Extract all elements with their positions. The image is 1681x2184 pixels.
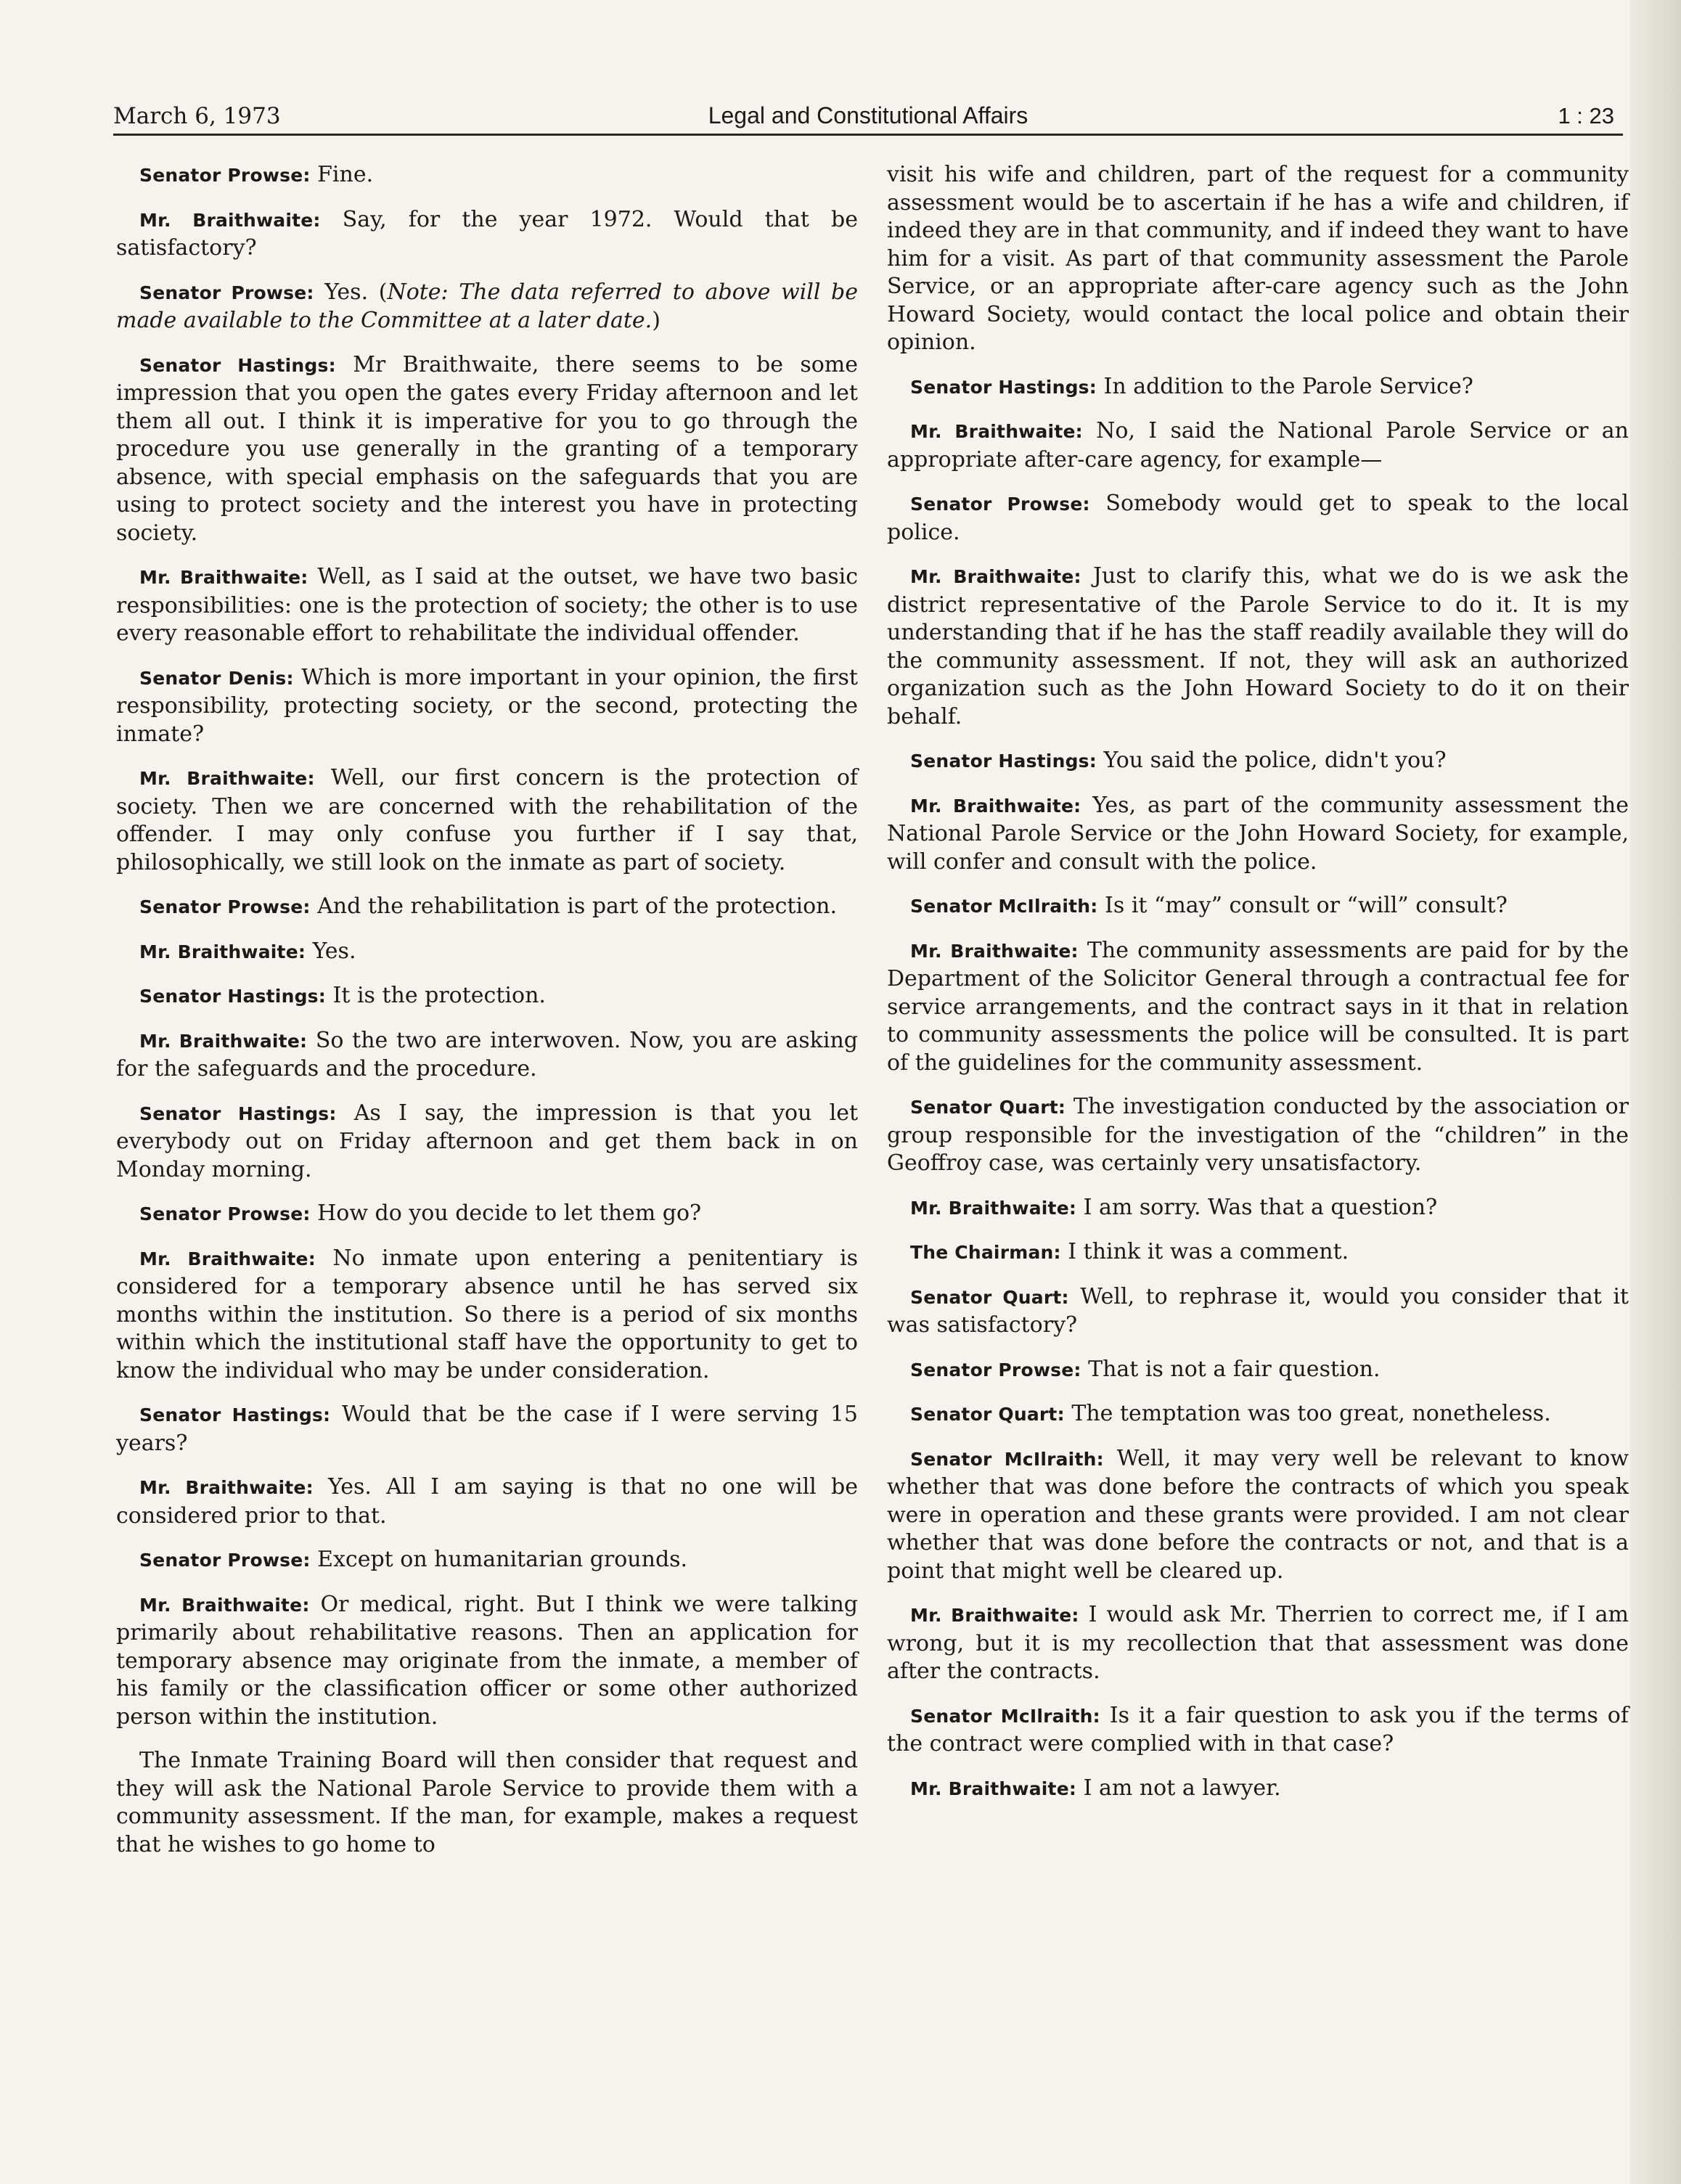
transcript-paragraph <box>116 1546 858 1575</box>
speech-text: Would that be the case if I were serving 15 years? <box>116 1402 859 1456</box>
speech-text: Well, as I said at the outset, we have two basic responsibilities: one is the protection of society; the other is to use every reasonable effort to rehabilitate the individual offender. <box>116 564 858 646</box>
speaker-name: Senator McIlraith: <box>910 1705 1100 1727</box>
transcript-paragraph <box>887 1445 1629 1586</box>
speech-text: The temptation was too great, nonetheless. <box>1071 1401 1551 1426</box>
transcript-paragraph <box>116 351 858 548</box>
speech-text: Which is more important in your opinion, the first responsibility, protecting society, or the second, protecting the inmate? <box>116 664 858 747</box>
transcript-paragraph <box>887 1356 1629 1385</box>
right-column <box>887 161 1629 1819</box>
transcript-paragraph <box>116 1473 858 1530</box>
speech-text-tail: ) <box>652 308 660 333</box>
header-date: March 6, 1973 <box>113 103 281 129</box>
transcript-paragraph <box>116 893 858 922</box>
transcript-paragraph <box>116 938 858 967</box>
transcript-paragraph <box>887 1194 1629 1223</box>
speaker-name: Senator Hastings: <box>910 376 1097 398</box>
speech-text: It is the protection. <box>332 983 546 1008</box>
speech-text: Well, to rephrase it, would you consider that it was satisfactory? <box>887 1283 1629 1338</box>
speech-text: Yes. All I am saying is that no one will be considered prior to that. <box>116 1474 858 1529</box>
speaker-name: Senator Prowse: <box>910 494 1090 515</box>
speech-text: So the two are interwoven. Now, you are asking for the safeguards and the procedure. <box>116 1027 858 1081</box>
speaker-name: Senator Hastings: <box>139 354 336 376</box>
speaker-name: Mr. Braithwaite: <box>139 567 308 588</box>
transcript-paragraph <box>116 664 858 749</box>
speaker-name: Mr. Braithwaite: <box>139 941 306 962</box>
speech-text: And the rehabilitation is part of the protection. <box>317 893 837 919</box>
transcript-paragraph <box>887 1601 1629 1686</box>
speech-text: Yes. ( <box>324 279 388 305</box>
speaker-name: Mr. Braithwaite: <box>139 1477 314 1498</box>
header-page-number: 1 : 23 <box>1558 103 1614 128</box>
speaker-name: Senator Hastings: <box>139 986 326 1007</box>
speech-text: I think it was a comment. <box>1068 1239 1349 1264</box>
speech-text: No inmate upon entering a penitentiary is considered for a temporary absence until he has served six months within the institution. So there is a period of six months within which the institutional staff have the opportunity to get to know the individual who may be under consideration. <box>116 1245 859 1383</box>
speech-text: Well, it may very well be relevant to know whether that was done before the contracts of which you speak were in operation and these grants were provided. I am not clear whether that was done before the contracts or not, and that is a point that might well be cleared up. <box>887 1445 1629 1584</box>
speaker-name: The Chairman: <box>910 1242 1061 1263</box>
transcript-paragraph <box>116 279 858 335</box>
speech-text: The investigation conducted by the association or group responsible for the investigation of the “children” in the Geoffroy case, was certainly very unsatisfactory. <box>887 1094 1629 1176</box>
speaker-name: Senator Prowse: <box>139 282 314 303</box>
speaker-name: Senator Prowse: <box>139 165 311 186</box>
speaker-name: Senator Hastings: <box>139 1404 331 1426</box>
transcript-paragraph <box>887 490 1629 547</box>
speech-text: Or medical, right. But I think we were talking primarily about rehabilitative reasons. Then an application for temporary absence may originate from the inmate, a member of his family or the classification officer or some other authorized person within the institution. <box>116 1591 858 1730</box>
speech-text: Mr Braithwaite, there seems to be some impression that you open the gates every Friday afternoon and let them all out. I think it is imperative for you to go through the procedure you use generally in the granting of a temporary absence, with special emphasis on the safeguards that you are using to protect society and the interest you have in protecting society. <box>116 351 859 546</box>
header-title: Legal and Constitutional Affairs <box>708 102 1028 128</box>
transcript-paragraph <box>116 1401 858 1457</box>
speaker-name: Mr. Braithwaite: <box>910 421 1083 442</box>
speech-text: How do you decide to let them go? <box>317 1201 702 1226</box>
transcript-paragraph <box>116 1747 858 1859</box>
speaker-name: Senator Hastings: <box>910 751 1097 772</box>
speech-text: Well, our first concern is the protection of society. Then we are concerned with the rehabilitation of the offender. I may only confuse you further if I say that, philosophically, we still look on the inmate as part of society. <box>116 765 858 875</box>
transcript-paragraph <box>887 417 1629 474</box>
editorial-note: Note: The data referred to above will be made available to the Committee at a later date. <box>116 279 858 333</box>
transcript-paragraph <box>116 1100 858 1185</box>
transcript-paragraph <box>887 1283 1629 1340</box>
transcript-paragraph <box>116 1200 858 1229</box>
speech-text: Except on humanitarian grounds. <box>317 1547 688 1572</box>
speaker-name: Mr. Braithwaite: <box>910 1778 1077 1799</box>
speech-text: As I say, the impression is that you let everybody out on Friday afternoon and get them back in on Monday morning. <box>116 1100 859 1182</box>
transcript-paragraph <box>887 792 1629 877</box>
speaker-name: Senator Denis: <box>139 667 294 689</box>
speaker-name: Mr. Braithwaite: <box>910 566 1081 587</box>
transcript-paragraph <box>887 161 1629 357</box>
transcript-paragraph <box>116 563 858 648</box>
transcript-paragraph <box>887 1238 1629 1267</box>
speech-text: Fine. <box>317 162 374 187</box>
speaker-name: Mr. Braithwaite: <box>139 768 315 789</box>
speaker-name: Mr. Braithwaite: <box>910 940 1079 962</box>
speaker-name: Mr. Braithwaite: <box>910 1197 1077 1219</box>
speech-text: In addition to the Parole Service? <box>1103 373 1473 399</box>
transcript-paragraph <box>116 1591 858 1732</box>
speaker-name: Mr. Braithwaite: <box>910 1605 1079 1626</box>
speech-text: You said the police, didn't you? <box>1103 748 1447 773</box>
speech-text: I would ask Mr. Therrien to correct me, if I am wrong, but it is my recollection that that assessment was done after the contracts. <box>887 1602 1629 1684</box>
page-edge-shadow <box>1630 0 1681 2184</box>
speech-text: Yes, as part of the community assessment the National Parole Service or the John Howard Society, for example, will confer and consult with the police. <box>887 792 1629 875</box>
transcript-paragraph <box>116 161 858 190</box>
speech-text: The community assessments are paid for by the Department of the Solicitor General through a contractual fee for service arrangements, and the contract says in it that in relation to community assessments the police will be consulted. It is part of the guidelines for the community assessment. <box>887 937 1629 1076</box>
speech-text: Say, for the year 1972. Would that be satisfactory? <box>116 206 858 261</box>
transcript-paragraph <box>887 937 1629 1078</box>
speaker-name: Senator Prowse: <box>910 1359 1081 1381</box>
speaker-name: Senator Quart: <box>910 1404 1065 1425</box>
transcript-paragraph <box>116 764 858 877</box>
transcript-paragraph <box>116 1245 858 1386</box>
speech-text: No, I said the National Parole Service or an appropriate after-care agency, for example— <box>887 418 1629 473</box>
left-column <box>116 161 858 1875</box>
speaker-name: Mr. Braithwaite: <box>139 1594 310 1616</box>
speaker-name: Senator Quart: <box>910 1286 1069 1308</box>
speech-text: The Inmate Training Board will then consider that request and they will ask the National Parole Service to provide them with a community assessment. If the man, for example, makes a request that he wishes to go home to <box>116 1748 858 1857</box>
speech-text: I am not a lawyer. <box>1083 1775 1281 1801</box>
transcript-paragraph <box>116 982 858 1011</box>
speaker-name: Mr. Braithwaite: <box>139 1248 316 1269</box>
speaker-name: Senator Prowse: <box>139 896 311 917</box>
speaker-name: Mr. Braithwaite: <box>139 1030 308 1052</box>
speech-text: That is not a fair question. <box>1088 1356 1381 1382</box>
speech-text: Is it “may” consult or “will” consult? <box>1105 893 1508 918</box>
transcript-paragraph <box>887 1400 1629 1429</box>
speech-text: Somebody would get to speak to the local police. <box>887 491 1629 545</box>
transcript-paragraph <box>887 373 1629 402</box>
speech-text: I am sorry. Was that a question? <box>1083 1194 1438 1220</box>
speaker-name: Mr. Braithwaite: <box>139 209 321 231</box>
speaker-name: Senator Hastings: <box>139 1103 337 1124</box>
speaker-name: Senator McIlraith: <box>910 1448 1104 1470</box>
speaker-name: Senator Prowse: <box>139 1550 311 1571</box>
speech-text: Yes. <box>312 938 356 964</box>
transcript-paragraph <box>887 563 1629 731</box>
speaker-name: Senator Quart: <box>910 1097 1066 1118</box>
transcript-paragraph <box>116 206 858 263</box>
transcript-paragraph <box>887 892 1629 921</box>
speech-text: Is it a fair question to ask you if the terms of the contract were complied with in that case? <box>887 1702 1629 1756</box>
speaker-name: Mr. Braithwaite: <box>910 795 1081 817</box>
transcript-paragraph <box>116 1027 858 1084</box>
transcript-paragraph <box>887 1775 1629 1804</box>
speech-text: Just to clarify this, what we do is we ask the district representative of the Parole Service to do it. It is my understanding that if he has the staff readily available they will do the community assessment. If not, they will ask an authorized organization such as the John Howard Society to do it on their behalf. <box>887 563 1629 729</box>
page-header <box>113 96 1623 136</box>
transcript-paragraph <box>887 1093 1629 1178</box>
speaker-name: Senator Prowse: <box>139 1203 311 1224</box>
speech-text: visit his wife and children, part of the request for a community assessment would be to ascertain if he has a wife and children, if indeed they are in that community, and if indeed they want to have him for a visit. As part of that community assessment the Parole Service, or an appropriate after-care agency such as the John Howard Society, would contact the local police and obtain their opinion. <box>887 162 1629 355</box>
transcript-paragraph <box>887 1702 1629 1759</box>
transcript-paragraph <box>887 747 1629 776</box>
speaker-name: Senator McIlraith: <box>910 896 1098 917</box>
